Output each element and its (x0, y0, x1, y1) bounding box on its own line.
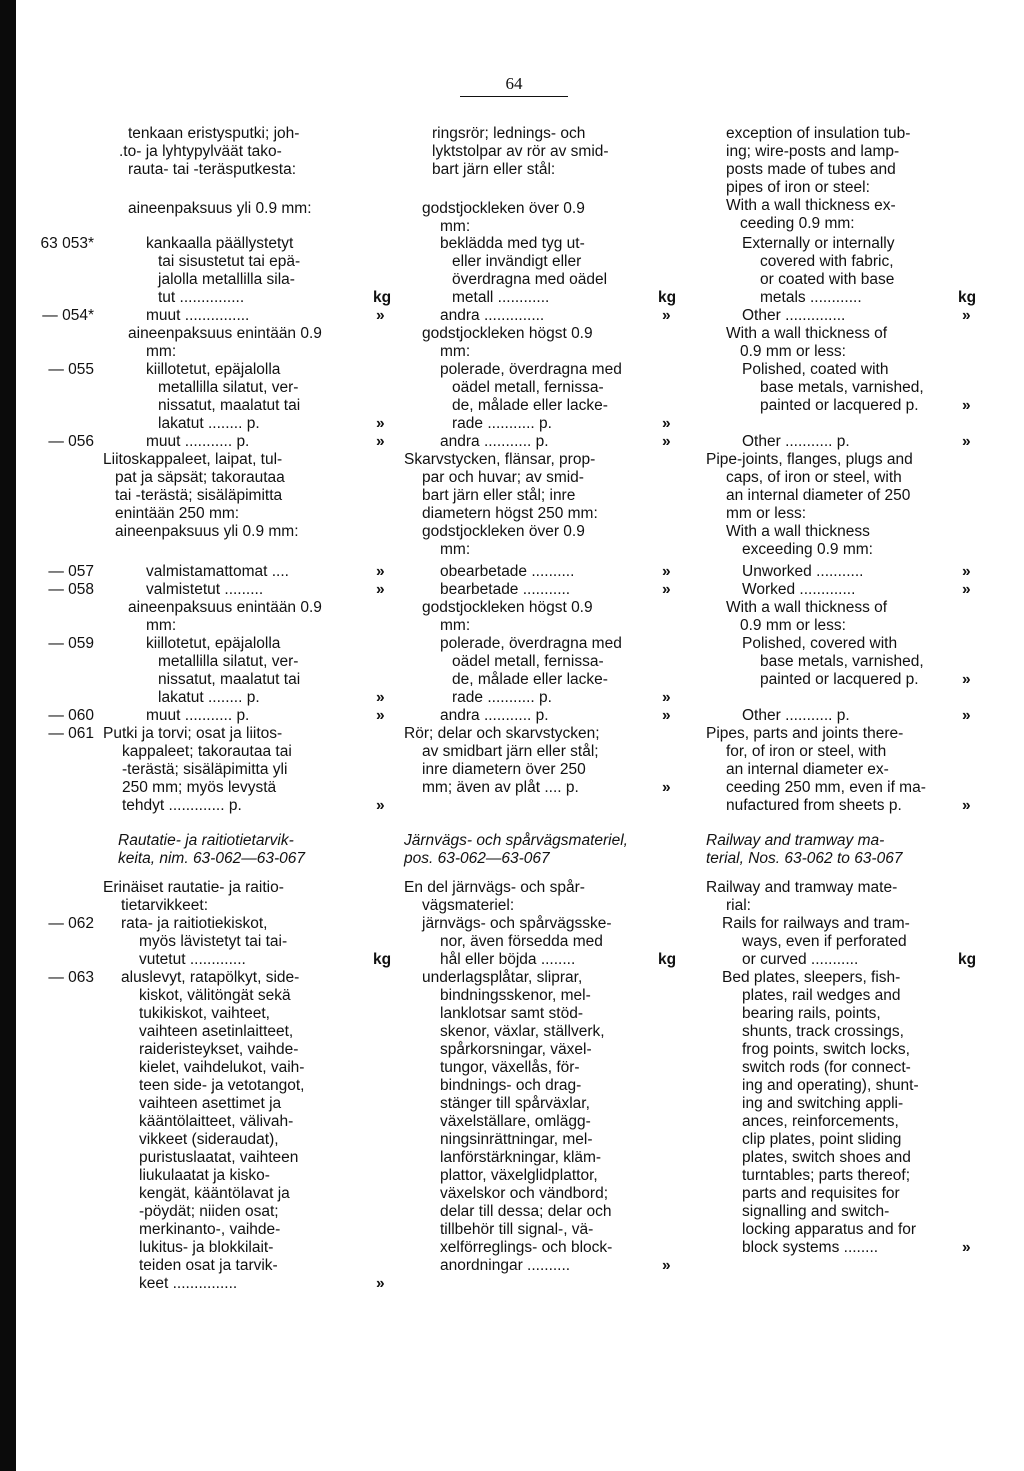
finnish-unit-mark: kg (373, 951, 392, 968)
english-text-line: frog points, switch locks, (742, 1041, 910, 1058)
finnish-text-line: tehdyt ............. p. (122, 797, 242, 814)
swedish-text-line: skenor, växlar, ställverk, (440, 1023, 605, 1040)
english-text-line: turntables; parts thereof; (742, 1167, 911, 1184)
finnish-text-line: vutetut ............. (139, 951, 246, 968)
finnish-text-line: enintään 250 mm: (115, 505, 240, 522)
swedish-text-line: lanklotsar samt stöd- (440, 1005, 583, 1022)
swedish-text-line: ringsrör; lednings- och (432, 125, 586, 142)
english-text-line: Rails for railways and tram- (722, 915, 910, 932)
swedish-text-line: anordningar .......... (440, 1257, 571, 1274)
finnish-unit-mark: » (376, 707, 385, 724)
swedish-text-line: andra ........... p. (440, 707, 549, 724)
finnish-text-line: kiskot, välitöngät sekä (139, 987, 291, 1004)
english-text-line: exception of insulation tub- (726, 125, 911, 142)
swedish-text-line: metall ............ (452, 289, 550, 306)
swedish-text-line: Skarvstycken, flänsar, prop- (404, 451, 596, 468)
english-text-line: mm or less: (726, 505, 807, 522)
english-text-line: for, of iron or steel, with (726, 743, 887, 760)
finnish-text-line: kielet, vaihdelukot, vaih- (139, 1059, 305, 1076)
english-text-line: an internal diameter ex- (726, 761, 889, 778)
finnish-section-heading: Rautatie- ja raitiotietarvik- (118, 832, 294, 849)
finnish-text-line: lukitus- ja blokkilait- (139, 1239, 274, 1256)
swedish-text-line: godstjockleken över 0.9 (422, 200, 585, 217)
finnish-text-line: raideristeykset, vaihde- (139, 1041, 299, 1058)
swedish-text-line: polerade, överdragna med (440, 635, 622, 652)
english-text-line: With a wall thickness ex- (726, 197, 896, 214)
finnish-text-line: teiden osat ja tarvik- (139, 1257, 278, 1274)
tariff-code: — 054* (42, 307, 94, 324)
swedish-text-line: andra .............. (440, 307, 545, 324)
swedish-unit-mark: » (662, 563, 671, 580)
tariff-code: — 060 (48, 707, 94, 724)
swedish-text-line: beklädda med tyg ut- (440, 235, 585, 252)
swedish-text-line: polerade, överdragna med (440, 361, 622, 378)
swedish-text-line: mm: (440, 617, 471, 634)
finnish-text-line: Erinäiset rautatie- ja raitio- (103, 879, 284, 896)
finnish-text-line: 250 mm; myös levystä (122, 779, 277, 796)
swedish-text-line: hål eller böjda ........ (440, 951, 576, 968)
english-text-line: Unworked ........... (742, 563, 864, 580)
swedish-text-line: nor, även försedda med (440, 933, 603, 950)
finnish-text-line: tukikiskot, vaihteet, (139, 1005, 270, 1022)
finnish-text-line: metallilla silatut, ver- (158, 653, 299, 670)
finnish-text-line: muut ............... (146, 307, 250, 324)
finnish-text-line: kappaleet; takorautaa tai (122, 743, 292, 760)
english-text-line: or curved ........... (742, 951, 859, 968)
swedish-text-line: bearbetade ........... (440, 581, 571, 598)
tariff-code: — 056 (48, 433, 94, 450)
finnish-text-line: -terästä; sisäläpimitta yli (122, 761, 288, 778)
english-text-line: base metals, varnished, (760, 379, 924, 396)
finnish-text-line: mm: (146, 617, 177, 634)
tariff-code: — 062 (48, 915, 94, 932)
swedish-section-heading: Järnvägs- och spårvägsmateriel, (404, 832, 628, 849)
finnish-text-line: Liitoskappaleet, laipat, tul- (103, 451, 283, 468)
swedish-text-line: bindnings- och drag- (440, 1077, 582, 1094)
english-text-line: Pipe-joints, flanges, plugs and (706, 451, 913, 468)
english-text-line: rial: (726, 897, 751, 914)
swedish-unit-mark: » (662, 433, 671, 450)
english-unit-mark: kg (958, 951, 977, 968)
english-text-line: Railway and tramway mate- (706, 879, 898, 896)
finnish-text-line: liukulaatat ja kisko- (139, 1167, 270, 1184)
english-text-line: covered with fabric, (760, 253, 894, 270)
finnish-text-line: nissatut, maalatut tai (158, 671, 301, 688)
english-unit-mark: » (962, 671, 971, 688)
finnish-text-line: jalolla metallilla sila- (158, 271, 295, 288)
swedish-text-line: växelställare, omlägg- (440, 1113, 591, 1130)
swedish-text-line: underlagsplåtar, sliprar, (422, 969, 583, 986)
english-text-line: or coated with base (760, 271, 895, 288)
finnish-unit-mark: » (376, 581, 385, 598)
english-unit-mark: » (962, 307, 971, 324)
tariff-code: 63 053* (40, 235, 94, 252)
swedish-unit-mark: » (662, 779, 671, 796)
swedish-text-line: järnvägs- och spårvägsske- (422, 915, 612, 932)
finnish-unit-mark: » (376, 307, 385, 324)
finnish-text-line: kiillotetut, epäjalolla (146, 361, 281, 378)
english-text-line: With a wall thickness of (726, 325, 888, 342)
swedish-text-line: rade ........... p. (452, 689, 552, 706)
finnish-text-line: aineenpaksuus enintään 0.9 (128, 325, 322, 342)
english-text-line: base metals, varnished, (760, 653, 924, 670)
finnish-text-line: aineenpaksuus enintään 0.9 (128, 599, 322, 616)
english-unit-mark: » (962, 563, 971, 580)
english-text-line: switch rods (for connect- (742, 1059, 911, 1076)
swedish-text-line: inre diametern över 250 (422, 761, 586, 778)
swedish-text-line: lanförstärkningar, kläm- (440, 1149, 602, 1166)
swedish-text-line: rade ........... p. (452, 415, 552, 432)
finnish-text-line: muut ........... p. (146, 433, 250, 450)
swedish-text-line: ningsinrättningar, mel- (440, 1131, 593, 1148)
finnish-text-line: kankaalla päällystetyt (146, 235, 294, 252)
finnish-text-line: vaihteen asetinlaitteet, (139, 1023, 294, 1040)
english-section-heading: terial, Nos. 63-062 to 63-067 (706, 850, 903, 867)
finnish-text-line: rauta- tai -teräsputkesta: (128, 161, 296, 178)
english-unit-mark: » (962, 433, 971, 450)
finnish-text-line: muut ........... p. (146, 707, 250, 724)
finnish-unit-mark: » (376, 689, 385, 706)
swedish-text-line: Rör; delar och skarvstycken; (404, 725, 600, 742)
finnish-text-line: tut ............... (158, 289, 245, 306)
swedish-text-line: obearbetade .......... (440, 563, 575, 580)
swedish-unit-mark: » (662, 581, 671, 598)
english-text-line: With a wall thickness (726, 523, 870, 540)
english-unit-mark: » (962, 707, 971, 724)
tariff-code: — 063 (48, 969, 94, 986)
english-text-line: locking apparatus and for (742, 1221, 917, 1238)
swedish-text-line: oädel metall, fernissa- (452, 653, 604, 670)
english-text-line: nufactured from sheets p. (726, 797, 902, 814)
english-text-line: clip plates, point sliding (742, 1131, 902, 1148)
swedish-text-line: delar till dessa; delar och (440, 1203, 612, 1220)
finnish-text-line: vikkeet (sideraudat), (139, 1131, 279, 1148)
finnish-text-line: tai sisustetut tai epä- (158, 253, 301, 270)
swedish-text-line: växelskor och vändbord; (440, 1185, 609, 1202)
english-text-line: Externally or internally (742, 235, 895, 252)
english-unit-mark: » (962, 581, 971, 598)
tariff-code: — 059 (48, 635, 94, 652)
swedish-text-line: bart järn eller stål; inre (422, 487, 576, 504)
swedish-text-line: bart järn eller stål: (432, 161, 556, 178)
finnish-unit-mark: » (376, 797, 385, 814)
swedish-text-line: En del järnvägs- och spår- (404, 879, 585, 896)
swedish-text-line: vägsmateriel: (422, 897, 515, 914)
english-text-line: Bed plates, sleepers, fish- (722, 969, 901, 986)
english-unit-mark: » (962, 797, 971, 814)
finnish-unit-mark: kg (373, 289, 392, 306)
english-text-line: bearing rails, points, (742, 1005, 881, 1022)
english-text-line: plates, switch shoes and (742, 1149, 911, 1166)
swedish-text-line: de, målade eller lacke- (452, 671, 608, 688)
english-unit-mark: » (962, 1239, 971, 1256)
swedish-text-line: oädel metall, fernissa- (452, 379, 604, 396)
english-text-line: signalling and switch- (742, 1203, 890, 1220)
swedish-unit-mark: kg (658, 289, 677, 306)
finnish-text-line: nissatut, maalatut tai (158, 397, 301, 414)
finnish-text-line: aineenpaksuus yli 0.9 mm: (128, 200, 312, 217)
finnish-text-line: metallilla silatut, ver- (158, 379, 299, 396)
swedish-unit-mark: » (662, 1257, 671, 1274)
english-text-line: Other ........... p. (742, 707, 850, 724)
swedish-unit-mark: » (662, 689, 671, 706)
tariff-code: — 058 (48, 581, 94, 598)
english-text-line: 0.9 mm or less: (740, 343, 846, 360)
english-text-line: ances, reinforcements, (742, 1113, 899, 1130)
english-section-heading: Railway and tramway ma- (706, 832, 885, 849)
finnish-text-line: vaihteen asettimet ja (139, 1095, 282, 1112)
swedish-text-line: godstjockleken högst 0.9 (422, 325, 593, 342)
swedish-text-line: godstjockleken över 0.9 (422, 523, 585, 540)
swedish-text-line: xelförreglings- och block- (440, 1239, 613, 1256)
english-unit-mark: » (962, 397, 971, 414)
finnish-text-line: valmistamattomat .... (146, 563, 289, 580)
english-text-line: parts and requisites for (742, 1185, 900, 1202)
swedish-unit-mark: » (662, 307, 671, 324)
finnish-text-line: kiillotetut, epäjalolla (146, 635, 281, 652)
finnish-text-line: .to- ja lyhtypylväät tako- (119, 143, 282, 160)
swedish-text-line: godstjockleken högst 0.9 (422, 599, 593, 616)
finnish-unit-mark: » (376, 415, 385, 432)
swedish-text-line: mm: (440, 343, 471, 360)
swedish-text-line: spårkorsningar, växel- (440, 1041, 592, 1058)
english-text-line: posts made of tubes and (726, 161, 896, 178)
finnish-text-line: aineenpaksuus yli 0.9 mm: (115, 523, 299, 540)
swedish-unit-mark: » (662, 707, 671, 724)
finnish-text-line: kengät, kääntölavat ja (139, 1185, 290, 1202)
finnish-text-line: valmistetut ......... (146, 581, 264, 598)
finnish-text-line: rata- ja raitiotiekiskot, (121, 915, 268, 932)
english-text-line: an internal diameter of 250 (726, 487, 911, 504)
english-text-line: Polished, coated with (742, 361, 889, 378)
swedish-text-line: mm: (440, 218, 471, 235)
finnish-text-line: tenkaan eristysputki; joh- (128, 125, 300, 142)
english-text-line: caps, of iron or steel, with (726, 469, 902, 486)
english-text-line: ing and switching appli- (742, 1095, 904, 1112)
finnish-text-line: myös lävistetyt tai tai- (139, 933, 288, 950)
tariff-code: — 057 (48, 563, 94, 580)
finnish-section-heading: keita, nim. 63-062—63-067 (118, 850, 305, 867)
finnish-text-line: tai -terästä; sisäläpimitta (115, 487, 283, 504)
finnish-unit-mark: » (376, 1275, 385, 1292)
english-text-line: Other .............. (742, 307, 846, 324)
english-text-line: pipes of iron or steel: (726, 179, 870, 196)
swedish-text-line: stänger till spårväxlar, (440, 1095, 590, 1112)
english-text-line: Worked ............. (742, 581, 856, 598)
swedish-text-line: överdragna med oädel (452, 271, 608, 288)
finnish-text-line: lakatut ........ p. (158, 689, 260, 706)
english-text-line: 0.9 mm or less: (740, 617, 846, 634)
english-text-line: ceeding 0.9 mm: (740, 215, 855, 232)
swedish-text-line: tillbehör till signal-, vä- (440, 1221, 594, 1238)
english-text-line: exceeding 0.9 mm: (742, 541, 873, 558)
finnish-unit-mark: » (376, 433, 385, 450)
finnish-text-line: teen side- ja vetotangot, (139, 1077, 305, 1094)
english-text-line: Polished, covered with (742, 635, 898, 652)
finnish-text-line: Putki ja torvi; osat ja liitos- (103, 725, 283, 742)
swedish-section-heading: pos. 63-062—63-067 (404, 850, 550, 867)
english-text-line: plates, rail wedges and (742, 987, 901, 1004)
finnish-text-line: puristuslaatat, vaihteen (139, 1149, 299, 1166)
english-text-line: ing; wire-posts and lamp- (726, 143, 900, 160)
swedish-text-line: eller invändigt eller (452, 253, 582, 270)
english-text-line: shunts, track crossings, (742, 1023, 904, 1040)
swedish-text-line: mm: (440, 541, 471, 558)
finnish-text-line: aluslevyt, ratapölkyt, side- (121, 969, 300, 986)
swedish-text-line: plattor, växelglidplattor, (440, 1167, 598, 1184)
swedish-text-line: tungor, växellås, för- (440, 1059, 580, 1076)
english-text-line: block systems ........ (742, 1239, 879, 1256)
page-number: 64 (505, 74, 523, 93)
swedish-text-line: lyktstolpar av rör av smid- (432, 143, 609, 160)
english-text-line: Pipes, parts and joints there- (706, 725, 904, 742)
finnish-unit-mark: » (376, 563, 385, 580)
finnish-text-line: tietarvikkeet: (121, 897, 209, 914)
tariff-code: — 061 (48, 725, 94, 742)
swedish-text-line: av smidbart järn eller stål; (422, 743, 599, 760)
english-text-line: painted or lacquered p. (760, 397, 919, 414)
finnish-text-line: merkinanto-, vaihde- (139, 1221, 281, 1238)
finnish-text-line: kääntölaitteet, välivah- (139, 1113, 294, 1130)
finnish-text-line: mm: (146, 343, 177, 360)
swedish-unit-mark: kg (658, 951, 677, 968)
scan-edge-bar (0, 0, 16, 1471)
english-text-line: Other ........... p. (742, 433, 850, 450)
english-text-line: With a wall thickness of (726, 599, 888, 616)
english-text-line: ways, even if perforated (742, 933, 907, 950)
swedish-text-line: andra ........... p. (440, 433, 549, 450)
tariff-code: — 055 (48, 361, 94, 378)
english-unit-mark: kg (958, 289, 977, 306)
finnish-text-line: lakatut ........ p. (158, 415, 260, 432)
finnish-text-line: -pöydät; niiden osat; (139, 1203, 279, 1220)
english-text-line: ing and operating), shunt- (742, 1077, 919, 1094)
english-text-line: metals ............ (760, 289, 862, 306)
swedish-text-line: par och huvar; av smid- (422, 469, 584, 486)
english-text-line: painted or lacquered p. (760, 671, 919, 688)
finnish-text-line: pat ja säpsät; takorautaa (115, 469, 285, 486)
swedish-text-line: de, målade eller lacke- (452, 397, 608, 414)
swedish-text-line: diametern högst 250 mm: (422, 505, 598, 522)
swedish-text-line: bindningsskenor, mel- (440, 987, 591, 1004)
swedish-text-line: mm; även av plåt .... p. (422, 779, 579, 796)
page-number-rule (460, 96, 568, 97)
english-text-line: ceeding 250 mm, even if ma- (726, 779, 926, 796)
swedish-unit-mark: » (662, 415, 671, 432)
finnish-text-line: keet ............... (139, 1275, 238, 1292)
